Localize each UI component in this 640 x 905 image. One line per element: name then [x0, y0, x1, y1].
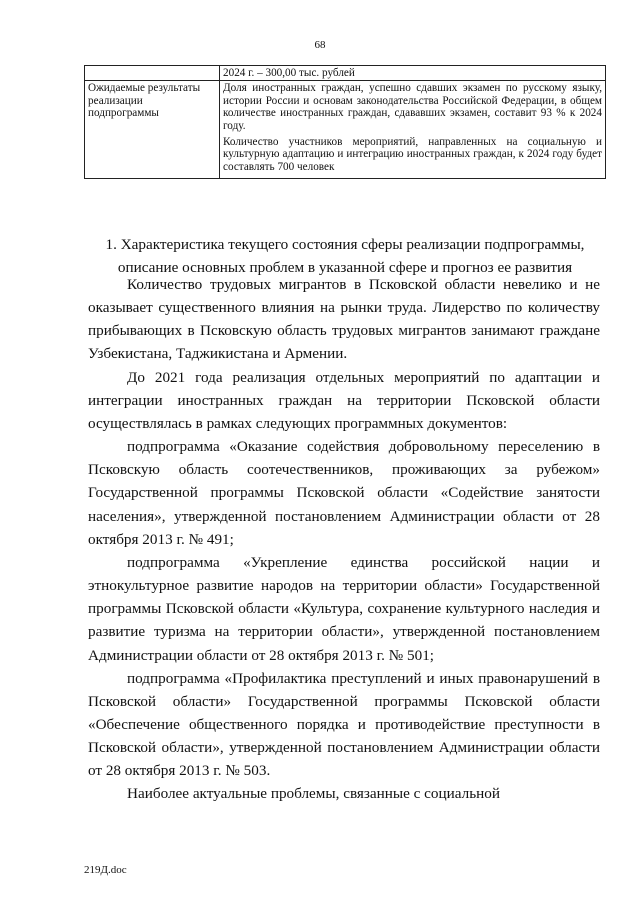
body-text — [88, 273, 600, 806]
table-cell-empty — [85, 66, 220, 81]
result-paragraph: Доля иностранных граждан, успешно сдавших экзамен по русскому языку, истории России и основам законодательства Российской Федерации, в общем количестве иностранных граждан, сдававших экзамен, составит 93 % к 2024 году. — [223, 82, 602, 132]
table-row — [85, 66, 606, 81]
paragraph: подпрограмма «Укрепление единства российской нации и этнокультурное развитие народов на территории области» Государственной программы Псковской области «Культура, сохранение культурного наследия и развитие туризма на территории области», утвержденной постановлением Администрации области от 28 октября 2013 г. № 501; — [88, 553, 600, 664]
table-row — [85, 81, 606, 179]
file-name-footer: 219Д.doc — [84, 864, 127, 876]
section-heading: 1. Характеристика текущего состояния сферы реализации подпрограммы, описание основных проблем в указанной сфере и прогноз ее развития — [105, 236, 585, 276]
table-cell-funding: 2024 г. – 300,00 тыс. рублей — [220, 66, 606, 81]
table-cell-results — [220, 81, 606, 179]
result-paragraph: Количество участников мероприятий, направленных на социальную и культурную адаптацию и интеграцию иностранных граждан, к 2024 году будет составлять 700 человек — [223, 136, 602, 173]
paragraph: подпрограмма «Оказание содействия добровольному переселению в Псковскую область соотечественников, проживающих за рубежом» Государственной программы Псковской области «Содействие занятости населения», утвержденной постановлением Администрации области от 28 октября 2013 г. № 491; — [88, 438, 600, 548]
paragraph: Наиболее актуальные проблемы, связанные с социальной — [127, 785, 500, 803]
table-cell-label: Ожидаемые результаты реализации подпрограммы — [85, 81, 220, 179]
paragraph: Количество трудовых мигрантов в Псковской области невелико и не оказывает существенного влияния на рынки труда. Лидерство по количеству прибывающих в Псковскую область трудовых мигрантов занимают граждане Узбекистана, Таджикистана и Армении. — [88, 276, 600, 363]
paragraph: До 2021 года реализация отдельных мероприятий по адаптации и интеграции иностранных граждан на территории Псковской области осуществлялась в рамках следующих программных документов: — [88, 368, 600, 432]
page-number: 68 — [314, 39, 326, 51]
subprogram-passport-table — [84, 65, 606, 179]
paragraph: подпрограмма «Профилактика преступлений и иных правонарушений в Псковской области» Государственной программы Псковской области «Обеспечение общественного порядка и противодействие преступности в Псковской области», утвержденной постановлением Администрации области от 28 октября 2013 г. № 503. — [88, 669, 600, 780]
